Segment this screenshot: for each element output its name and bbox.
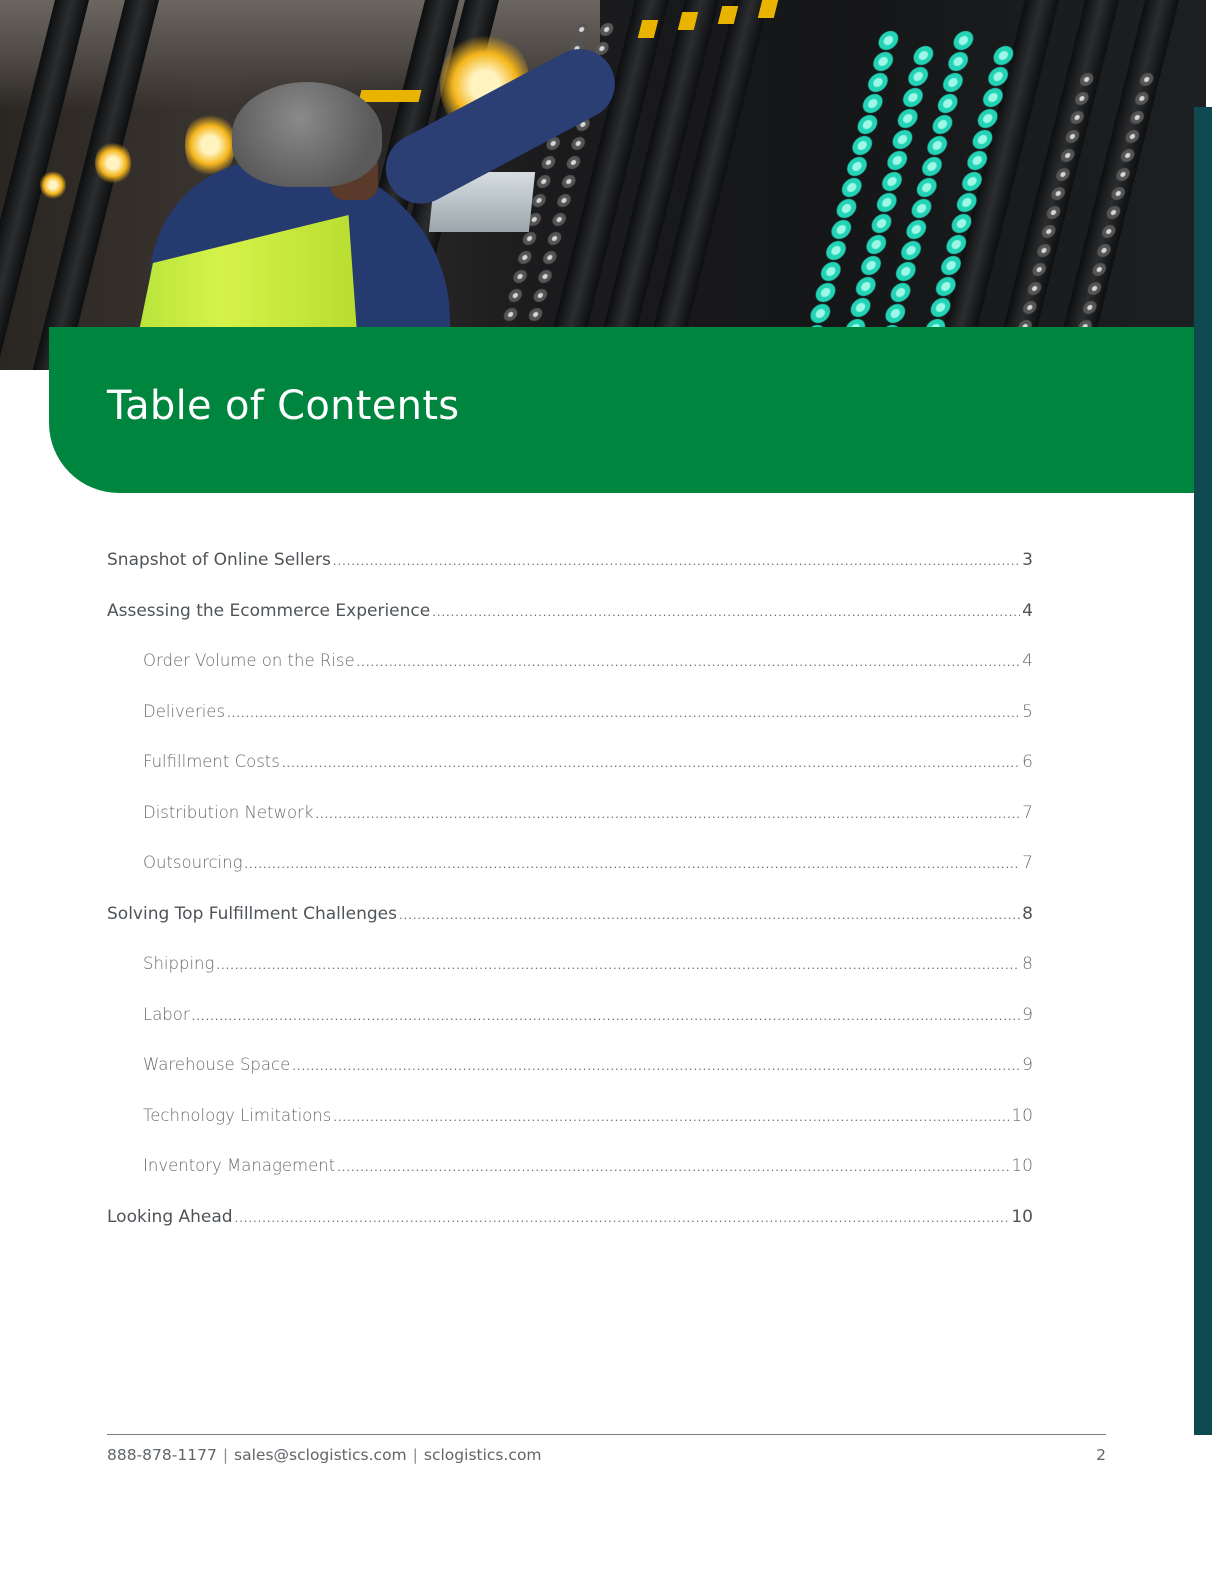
toc-dot-leader bbox=[432, 604, 1020, 619]
toc-entry-label: Outsourcing bbox=[143, 853, 243, 872]
toc-entry-page: 6 bbox=[1022, 752, 1033, 772]
toc-dot-leader bbox=[292, 1058, 1020, 1073]
footer-phone: 888-878-1177 bbox=[107, 1446, 217, 1464]
hero-worker-hat bbox=[232, 82, 382, 187]
hero-lamp bbox=[95, 140, 131, 186]
toc-entry[interactable] bbox=[107, 550, 1033, 601]
toc-entry-label: Warehouse Space bbox=[143, 1055, 291, 1074]
toc-dot-leader bbox=[399, 907, 1020, 922]
toc-entry[interactable] bbox=[107, 1156, 1033, 1207]
toc-entry[interactable] bbox=[107, 651, 1033, 702]
title-band bbox=[49, 327, 1194, 493]
toc-entry[interactable] bbox=[107, 803, 1033, 854]
footer-separator: | bbox=[412, 1446, 418, 1464]
table-of-contents bbox=[107, 550, 1033, 1257]
toc-dot-leader bbox=[333, 1109, 1009, 1124]
toc-dot-leader bbox=[216, 957, 1020, 972]
toc-entry[interactable] bbox=[107, 752, 1033, 803]
toc-dot-leader bbox=[227, 705, 1020, 720]
toc-entry[interactable] bbox=[107, 1055, 1033, 1106]
toc-entry-page: 10 bbox=[1011, 1206, 1033, 1227]
toc-dot-leader bbox=[235, 1210, 1010, 1225]
toc-entry-page: 4 bbox=[1022, 600, 1033, 621]
toc-dot-leader bbox=[315, 806, 1020, 821]
hero-lamp bbox=[40, 170, 66, 200]
toc-dot-leader bbox=[282, 755, 1020, 770]
toc-entry-label: Looking Ahead bbox=[107, 1206, 233, 1227]
footer-website[interactable]: sclogistics.com bbox=[423, 1446, 542, 1464]
toc-dot-leader bbox=[337, 1159, 1009, 1174]
toc-entry-page: 3 bbox=[1022, 550, 1033, 570]
toc-entry-page: 7 bbox=[1022, 853, 1033, 873]
hero-photo bbox=[0, 0, 1206, 370]
toc-entry[interactable] bbox=[107, 954, 1033, 1005]
toc-entry-label: Technology Limitations bbox=[143, 1105, 332, 1125]
toc-entry[interactable] bbox=[107, 853, 1033, 904]
toc-entry[interactable] bbox=[107, 1207, 1033, 1258]
toc-entry-label: Distribution Network bbox=[143, 802, 314, 822]
footer-email[interactable]: sales@sclogistics.com bbox=[234, 1446, 407, 1464]
right-accent-bar bbox=[1194, 107, 1212, 1435]
toc-dot-leader bbox=[357, 654, 1021, 669]
toc-entry-label: Snapshot of Online Sellers bbox=[107, 550, 331, 570]
toc-entry-label: Inventory Management bbox=[143, 1156, 336, 1175]
toc-entry-label: Fulfillment Costs bbox=[143, 752, 280, 771]
toc-entry-page: 9 bbox=[1022, 1004, 1033, 1025]
toc-dot-leader bbox=[245, 856, 1021, 871]
hero-tag bbox=[758, 0, 778, 18]
toc-entry-page: 10 bbox=[1011, 1105, 1033, 1126]
toc-entry-label: Order Volume on the Rise bbox=[143, 651, 355, 670]
footer bbox=[107, 1446, 1106, 1468]
toc-entry-label: Deliveries bbox=[143, 701, 226, 721]
footer-separator: | bbox=[222, 1446, 229, 1464]
toc-entry-page: 7 bbox=[1022, 802, 1033, 823]
toc-entry-page: 9 bbox=[1022, 1055, 1033, 1075]
page-number: 2 bbox=[1096, 1446, 1106, 1464]
page-title: Table of Contents bbox=[107, 383, 460, 429]
toc-entry[interactable] bbox=[107, 1005, 1033, 1056]
toc-entry-page: 4 bbox=[1022, 651, 1033, 671]
toc-entry-label: Assessing the Ecommerce Experience bbox=[107, 600, 431, 621]
toc-entry-label: Labor bbox=[143, 1004, 190, 1024]
toc-dot-leader bbox=[192, 1008, 1021, 1023]
toc-entry-page: 10 bbox=[1011, 1156, 1033, 1176]
hero-tag bbox=[359, 90, 422, 102]
toc-entry-page: 8 bbox=[1022, 954, 1033, 974]
toc-entry-page: 8 bbox=[1022, 903, 1033, 924]
toc-entry[interactable] bbox=[107, 601, 1033, 652]
toc-dot-leader bbox=[333, 553, 1020, 568]
footer-contact bbox=[107, 1446, 542, 1464]
toc-entry-page: 5 bbox=[1022, 701, 1033, 722]
toc-entry-label: Shipping bbox=[143, 954, 215, 973]
toc-entry[interactable] bbox=[107, 1106, 1033, 1157]
toc-entry-label: Solving Top Fulfillment Challenges bbox=[107, 903, 397, 924]
toc-entry[interactable] bbox=[107, 904, 1033, 955]
footer-divider bbox=[107, 1434, 1106, 1435]
toc-entry[interactable] bbox=[107, 702, 1033, 753]
